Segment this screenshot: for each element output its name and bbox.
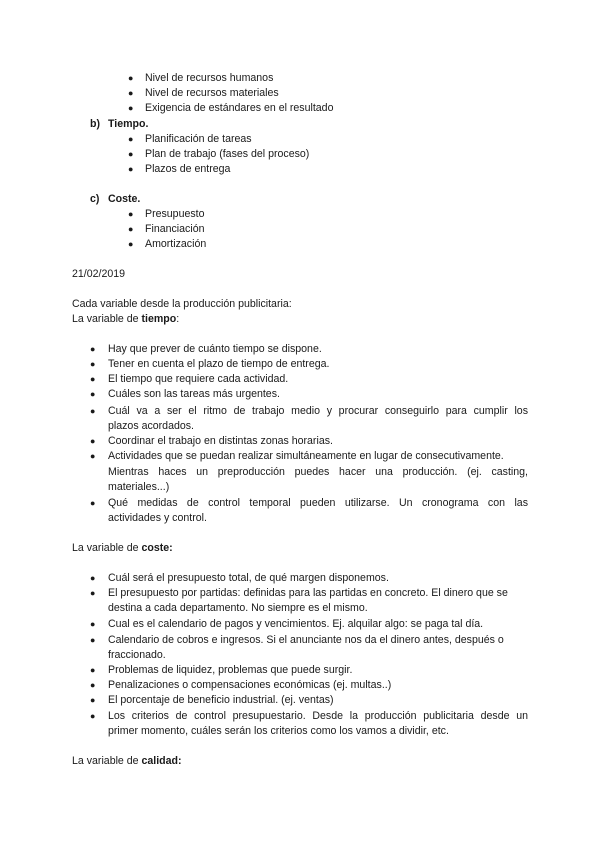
bullet: ● bbox=[128, 224, 134, 234]
list-item: Nivel de recursos humanos bbox=[145, 72, 274, 84]
list-item: Cuál va a ser el ritmo de trabajo medio y procurar conseguirlo para cumplir los bbox=[108, 405, 528, 417]
list-item: Hay que prever de cuánto tiempo se dispone. bbox=[108, 343, 322, 355]
list-item: Presupuesto bbox=[145, 208, 205, 220]
list-item-continuation: materiales...) bbox=[108, 481, 170, 493]
list-item: Qué medidas de control temporal pueden utilizarse. Un cronograma con las bbox=[108, 497, 528, 509]
list-item: Actividades que se puedan realizar simultáneamente en lugar de consecutivamente. bbox=[108, 450, 504, 462]
bullet: ● bbox=[128, 164, 134, 174]
list-item: Cual es el calendario de pagos y vencimientos. Ej. alquilar algo: se paga tal día. bbox=[108, 618, 484, 630]
list-item-continuation: primer momento, cuáles serán los criterios como los vamos a dividir, etc. bbox=[108, 725, 449, 737]
list-item-continuation: destina a cada departamento. No siempre es el mismo. bbox=[108, 602, 368, 614]
bullet: ● bbox=[90, 619, 96, 629]
bullet: ● bbox=[128, 73, 134, 83]
list-item: El presupuesto por partidas: definidas para las partidas en concreto. El dinero que se bbox=[108, 587, 508, 599]
list-item: Planificación de tareas bbox=[145, 133, 252, 145]
bullet: ● bbox=[90, 711, 96, 721]
bullet: ● bbox=[128, 103, 134, 113]
list-item: Cuáles son las tareas más urgentes. bbox=[108, 388, 280, 400]
coste-heading: La variable de coste: bbox=[72, 542, 173, 554]
intro-text: Cada variable desde la producción publicitaria: bbox=[72, 298, 292, 310]
list-item: Problemas de liquidez, problemas que puede surgir. bbox=[108, 664, 353, 676]
bullet: ● bbox=[128, 88, 134, 98]
bullet: ● bbox=[90, 498, 96, 508]
bullet: ● bbox=[128, 134, 134, 144]
section-b-title: Tiempo. bbox=[108, 118, 149, 130]
list-item: Cuál será el presupuesto total, de qué margen disponemos. bbox=[108, 572, 389, 584]
bullet: ● bbox=[90, 389, 96, 399]
list-item: Nivel de recursos materiales bbox=[145, 87, 279, 99]
list-item: Los criterios de control presupuestario. Desde la producción publicitaria desde un bbox=[108, 710, 528, 722]
list-item-continuation: plazos acordados. bbox=[108, 420, 194, 432]
bullet: ● bbox=[128, 149, 134, 159]
calidad-heading: La variable de calidad: bbox=[72, 755, 182, 767]
bullet: ● bbox=[90, 635, 96, 645]
list-item: Plan de trabajo (fases del proceso) bbox=[145, 148, 310, 160]
bullet: ● bbox=[90, 406, 96, 416]
bullet: ● bbox=[90, 588, 96, 598]
list-item-continuation: actividades y control. bbox=[108, 512, 207, 524]
list-item: Financiación bbox=[145, 223, 205, 235]
list-item-continuation: Mientras haces un preproducción puedes hacer una producción. (ej. casting, bbox=[108, 466, 528, 478]
list-item: Tener en cuenta el plazo de tiempo de entrega. bbox=[108, 358, 330, 370]
list-item-continuation: fraccionado. bbox=[108, 649, 166, 661]
list-item: Amortización bbox=[145, 238, 207, 250]
list-item: Coordinar el trabajo en distintas zonas horarias. bbox=[108, 435, 333, 447]
list-item: El tiempo que requiere cada actividad. bbox=[108, 373, 289, 385]
bullet: ● bbox=[90, 374, 96, 384]
bullet: ● bbox=[90, 451, 96, 461]
bullet: ● bbox=[90, 359, 96, 369]
list-item: El porcentaje de beneficio industrial. (ej. ventas) bbox=[108, 694, 334, 706]
tiempo-heading: La variable de tiempo: bbox=[72, 313, 180, 325]
bullet: ● bbox=[90, 344, 96, 354]
bullet: ● bbox=[128, 239, 134, 249]
bullet: ● bbox=[90, 573, 96, 583]
date: 21/02/2019 bbox=[72, 268, 126, 280]
bullet: ● bbox=[90, 436, 96, 446]
section-c-title: Coste. bbox=[108, 193, 141, 205]
bullet: ● bbox=[90, 665, 96, 675]
bullet: ● bbox=[90, 695, 96, 705]
list-item: Exigencia de estándares en el resultado bbox=[145, 102, 334, 114]
section-c-marker: c) bbox=[90, 193, 100, 205]
list-item: Penalizaciones o compensaciones económicas (ej. multas..) bbox=[108, 679, 392, 691]
list-item: Plazos de entrega bbox=[145, 163, 231, 175]
bullet: ● bbox=[90, 680, 96, 690]
list-item: Calendario de cobros e ingresos. Si el anunciante nos da el dinero antes, después o bbox=[108, 634, 504, 646]
section-b-marker: b) bbox=[90, 118, 100, 130]
bullet: ● bbox=[128, 209, 134, 219]
